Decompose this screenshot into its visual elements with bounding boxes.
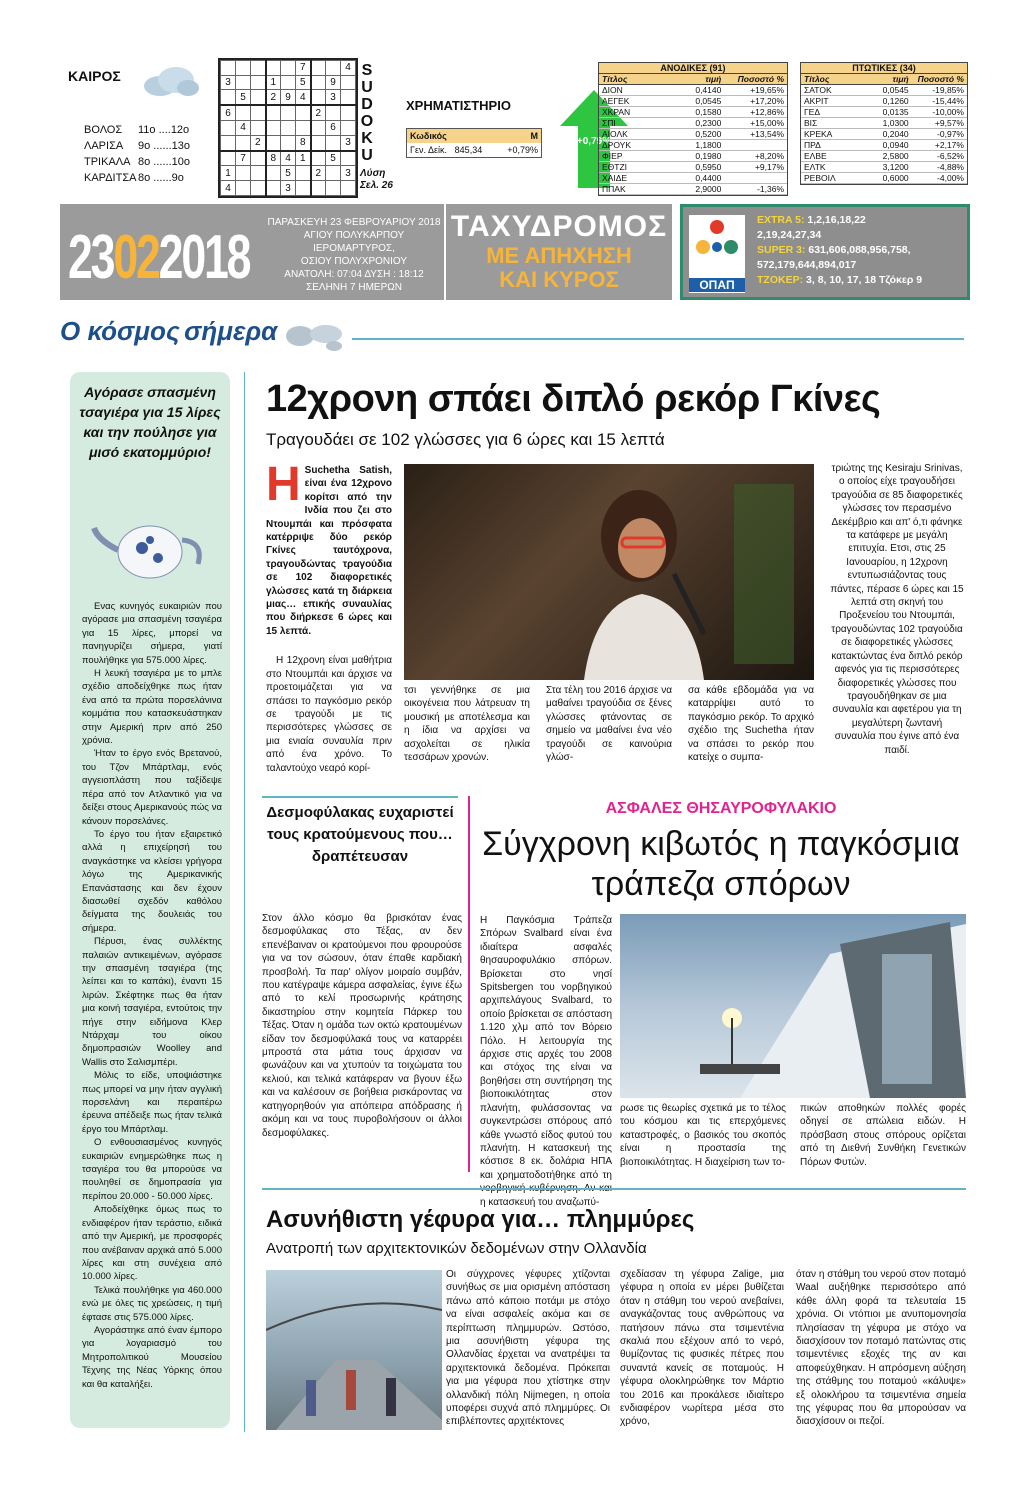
- sudoku-cell: [326, 166, 341, 181]
- bridge-rule: [262, 1188, 966, 1190]
- sudoku-cell: [236, 105, 251, 120]
- sudoku-cell: [311, 75, 326, 90]
- sudoku-cell: 5: [281, 166, 296, 181]
- main-lead: Η Suchetha Satish, είναι ένα 12χρονο κορίτσι από την Ινδία που ζει στο Ντουμπάι και πρόσφατα κατέρριψε δύο ρεκόρ Γκίνες ταυτόχρονα, τραγουδώντας τραγούδια σε 102 διαφορετικές γλώσσες κατά τη διάρκεια μιας… επικής συναυλίας που διήρκεσε 6 ώρες και 15 λεπτά. Η 12χρονη είναι μαθήτρια στο Ντουμπάι και άρχισε να προετοιμάζεται για να σπάσει το παγκόσμιο ρεκόρ σε τραγούδι με τις περισσότερες γλώσσες σε μια ενιαία συναυλία πριν από ένα χρόνο. Το ταλαντούχο νεαρό κορί-: [266, 458, 392, 774]
- world-map-icon: [282, 320, 348, 354]
- sudoku-cell: 3: [221, 75, 236, 90]
- weather-box: [60, 60, 208, 200]
- sudoku-cell: [251, 61, 266, 76]
- sudoku-cell: [221, 61, 236, 76]
- sudoku-cell: [221, 135, 236, 150]
- bridge-col2: σχεδίασαν τη γέφυρα Zalige, μια γέφυρα η οποία εν μέρει βυθίζεται όταν η στάθμη του νερού ανεβαίνει, αναγκάζοντας τους ανθρώπους να πατήσουν πάνω στα τσιμεντένια σκαλιά που εξέχουν από το νερό, θυμίζοντας τις φυσικές πέτρες που συναντά κανείς σε ποταμούς. Η γέφυρα ολοκληρώθηκε τον Μάρτιο του 2016 και προκάλεσε ιδιαίτερο ενδιαφέρον νωρίτερα μέσα στο χρόνο,: [620, 1269, 784, 1428]
- sudoku-cell: 3: [326, 90, 341, 105]
- sudoku-cell: 2: [266, 90, 281, 105]
- sudoku-cell: [236, 181, 251, 196]
- weather-title: ΚΑΙΡΟΣ: [68, 68, 121, 84]
- seeds-col3: πικών αποθηκών πολλές φορές οδηγεί σε απώλεια ειδών. Η πρόσβαση στους σπόρους ορίζεται από τη Διεθνή Συνθήκη Γενετικών Πόρων Φυτών.: [800, 1103, 966, 1168]
- main-col5: τριώτης της Kesiraju Srinivas, ο οποίος είχε τραγουδήσει τραγούδια σε 85 διαφορετικές γλώσσες τον περασμένο Δεκέμβριο και απ' ό,τι φάνηκε τα κατάφερε με μεγάλη επιτυχία. Ετσι, στις 25 Ιανουαρίου, η 12χρονη εντυπωσιάζοντας τους πάντες, πέρασε 6 ώρες και 15 λεπτά στη σκηνή του Προξενείου του Ντουμπάι, τραγουδώντας 102 τραγούδια σε διαφορετικές γλώσσες κατακτώντας ένα διπλό ρεκόρ αφενός για τις περισσότερες διαφορετικές γλώσσες που τραγουδήθηκαν σε μια συναυλία και αφετέρου για τη μεγαλύτερη ζωντανή συναυλία που έγινε από ένα παιδί.: [830, 463, 964, 756]
- sudoku-cell: [311, 90, 326, 105]
- sudoku-cell: 4: [296, 90, 311, 105]
- gainers-table: ΑΝΟΔΙΚΕΣ (91) Τίτλος τιμή Ποσοστό % ΔΙΟΝ 0,4140 +19,65% ΑΕΓΕΚ 0,0545 +17,20% ΧΚΡΑΝ 0,1580 +12,86% ΣΠΙ 0,2300 +15,00% ΑΙΟΛΚ 0,5200 +13,54% ΔΡΟΥΚ 1,1800 ΦΙΕΡ 0,1980 +8,20% ΕΘΤΖΙ 0,5950 +9,17% ΧΑΙΔΕ 0,4400 ΠΠΑΚ 2,9000 -1,36%: [598, 62, 788, 196]
- market-index-table: Κωδικός Μ Γεν. Δείκ. 845,34 +0,79%: [406, 128, 542, 158]
- sudoku-cell: 6: [221, 105, 236, 120]
- stock-row: ΑΚΡΙΤ 0,1260 -15,44%: [801, 96, 967, 107]
- sudoku-cell: [326, 105, 341, 120]
- sudoku-cell: [311, 61, 326, 76]
- sudoku-cell: [326, 135, 341, 150]
- main-headline: 12χρονη σπάει διπλό ρεκόρ Γκίνες: [266, 378, 881, 420]
- sudoku-cell: [236, 135, 251, 150]
- sudoku-cell: [251, 151, 266, 166]
- sudoku-cell: [251, 90, 266, 105]
- stock-row: ΑΙΟΛΚ 0,5200 +13,54%: [599, 129, 787, 140]
- sudoku-cell: [296, 105, 311, 120]
- stock-row: ΣΑΤΟΚ 0,0545 -19,85%: [801, 85, 967, 96]
- stock-row: ΦΙΕΡ 0,1980 +8,20%: [599, 151, 787, 162]
- sidebar-paragraph: Τελικά πουλήθηκε για 460.000 ενώ με όλες τις χρεώσεις, η τιμή έφτασε στις 575.000 λίρες.: [82, 1284, 222, 1323]
- sudoku-cell: [266, 121, 281, 136]
- sudoku-cell: [266, 61, 281, 76]
- weather-row: ΛΑΡΙΣΑ 9ο ......13ο: [84, 140, 190, 152]
- sudoku-cell: [266, 166, 281, 181]
- stock-row: ΠΡΔ 0,0940 +2,17%: [801, 140, 967, 151]
- sudoku-cell: 7: [296, 61, 311, 76]
- sudoku-cell: [341, 121, 356, 136]
- sidebar-paragraph: Αγοράστηκε από έναν έμπορο για λογαριασμό του Μητροπολιτικού Μουσείου Τέχνης της Νέας Υόρκης όπου και θα καταλήξει.: [82, 1324, 222, 1390]
- section-rule: [352, 338, 964, 340]
- sudoku-cell: [221, 90, 236, 105]
- sidebar-paragraph: Το έργο του ήταν εξαιρετικό αλλά η επιχείρησή του αναγκάστηκε να κλείσει γρήγορα λόγω της Αμερικανικής Επανάστασης και δεν έχουν διασωθεί σχεδόν καθόλου δείγματα της δουλειάς του σήμερα.: [82, 828, 222, 934]
- sudoku-cell: [236, 75, 251, 90]
- sudoku-solution-ref: Λύση Σελ. 26: [360, 168, 393, 191]
- sudoku-cell: 4: [281, 151, 296, 166]
- sudoku-cell: [326, 61, 341, 76]
- sudoku-cell: 8: [266, 151, 281, 166]
- masthead: ΤΑΧΥΔΡΟΜΟΣ ΜΕ ΑΠΗΧΗΣΗ ΚΑΙ ΚΥΡΟΣ: [446, 204, 672, 300]
- sudoku-cell: [266, 135, 281, 150]
- sudoku-cell: [236, 166, 251, 181]
- seeds-col1: Η Παγκόσμια Τράπεζα Σπόρων Svalbard είναι ένα ιδιαίτερα ασφαλές θησαυροφυλάκιο σπόρων. Βρίσκεται στο νησί Spitsbergen του νορβηγικού αρχιπελάγους Svalbard, το οποίο βρίσκεται σε απόσταση 1.120 χλμ από τον Βόρειο Πόλο. Η λειτουργία της άρχισε στις αρχές του 2008 και στόχος της είναι να βοηθήσει στη συντήρηση της βιοποικιλότητας στον πλανήτη, φυλάσσοντας να συγκεντρώσει σπόρους από κάθε γνωστό είδος φυτού του πλανήτη. Η κατασκευή της κόστισε 8 εκ. δολάρια ΗΠΑ και χρηματοδοτήθηκε από τη η κατασκευή του αναζωπύ-: [480, 915, 612, 1208]
- sidebar-paragraph: Μόλις το είδε, υποψιάστηκε πως μπορεί να μην ήταν αγγλική πορσελάνη και περαιτέρω έρευνα απέδειξε πως ήταν τελικά έργο του Μπάρτλαμ.: [82, 1070, 222, 1135]
- sudoku-cell: [251, 121, 266, 136]
- sudoku-cell: [251, 75, 266, 90]
- stock-row: ΑΕΓΕΚ 0,0545 +17,20%: [599, 96, 787, 107]
- sudoku-cell: 1: [296, 151, 311, 166]
- sudoku-cell: [341, 75, 356, 90]
- sudoku-cell: [236, 61, 251, 76]
- sudoku-cell: 3: [341, 135, 356, 150]
- sudoku-cell: 5: [326, 151, 341, 166]
- sudoku-cell: [341, 90, 356, 105]
- stock-row: ΣΠΙ 0,2300 +15,00%: [599, 118, 787, 129]
- sudoku-cell: [341, 181, 356, 196]
- sudoku-cell: [341, 151, 356, 166]
- sudoku-cell: [296, 181, 311, 196]
- seeds-headline: Σύγχρονη κιβωτός η παγκόσμια τράπεζα σπόρων: [482, 825, 960, 903]
- stock-row: ΕΛΒΕ 2,5800 -6,52%: [801, 151, 967, 162]
- sudoku-cell: 7: [236, 151, 251, 166]
- sidebar-teapot-story: [70, 372, 230, 1428]
- guard-rule: [262, 796, 458, 798]
- seed-vault-photo: [620, 914, 966, 1098]
- sudoku-cell: 4: [221, 181, 236, 196]
- main-col4: σα κάθε εβδομάδα για να καταρρίψει αυτό το παγκόσμιο ρεκόρ. Το αρχικό σχέδιο της Suchetha ήταν να σπάσει το ρεκόρ που κατείχε ο συμπα-: [688, 685, 814, 764]
- bridge-subhead: Ανατροπή των αρχιτεκτονικών δεδομένων στην Ολλανδία: [266, 1240, 647, 1257]
- sudoku-cell: 3: [341, 166, 356, 181]
- bridge-col3: όταν η στάθμη του νερού στον ποταμό Waal αυξήθηκε περισσότερο από κάθε άλλη φορά τα τελευταία 15 χρόνια. Οι ντόπιοι με ανυπομονησία πλησίασαν τη γέφυρα με στόχο να διασχίσουν τον ποταμό πατώντας στις τσιμεντένιες εξοχές της αν και αποφεύχθηκαν. Η απρόσμενη αύξηση της στάθμης του ποταμού «κάλυψε» εξ ολοκλήρου τα τσιμεντένια σημεία της γέφυρας που θα μπορούσαν να διασχίσουν οι πεζοί.: [796, 1269, 966, 1428]
- sudoku-cell: [266, 181, 281, 196]
- lottery-results: ΟΠΑΠ EXTRA 5: 1,2,16,18,22 2,19,24,27,34 SUPER 3: 631,606,088,956,758, 572,179,644,894,017 ΤΖΟΚΕΡ: 3, 8, 10, 17, 18 Τζόκερ 9: [680, 204, 970, 300]
- guard-body: Στον άλλο κόσμο θα βρισκόταν ένας δεσμοφύλακας στο Τέξας, αν δεν επενέβαιναν οι κρατούμενοι που φρουρούσε για να τον σώσουν, όταν έπαθε καρδιακή προσβολή. Τα παρ' ολίγον μοιραίο συμβάν, που κατέγραψε κάμερα ασφαλείας, έγινε έξω από το κελί προσωρινής κράτησης δικαστηρίου στην κομητεία Πάρκερ του Τέξας. Όταν η ομάδα των οκτώ κρατουμένων είδαν τον δεσμοφύλακά τους να καταρρέει μπροστά στα μάτια τους άρχισαν να φωνάζουν και να χτυπούν τα τοιχώματα του κελιού, και τελικά κατάφεραν να βγουν έξω και να καλέσουν σε βοήθεια ρισκάροντας να κατηγορηθούν για απόπειρα απόδρασης ή ακόμη και να τους πυροβολήσουν οι άλλοι δεσμοφύλακες.: [262, 913, 462, 1139]
- sudoku-cell: [281, 75, 296, 90]
- big-date: 23022018: [68, 223, 250, 292]
- stock-row: ΕΘΤΖΙ 0,5950 +9,17%: [599, 162, 787, 173]
- sudoku-cell: 4: [341, 61, 356, 76]
- stock-row: ΕΛΤΚ 3,1200 -4,88%: [801, 162, 967, 173]
- sudoku-cell: [281, 135, 296, 150]
- weather-row: ΚΑΡΔΙΤΣΑ 8ο ......9ο: [84, 172, 184, 184]
- sudoku-cell: [326, 181, 341, 196]
- sudoku-cell: [296, 121, 311, 136]
- stock-row: ΠΠΑΚ 2,9000 -1,36%: [599, 184, 787, 195]
- sudoku-cell: [266, 105, 281, 120]
- sudoku-cell: [281, 61, 296, 76]
- date-banner: [60, 204, 444, 300]
- main-col3: Στα τέλη του 2016 άρχισε να μαθαίνει τραγούδια σε ξένες γλώσσες φτάνοντας σε σημείο να μαθαίνει ένα νέο τραγούδι σε καινούρια γλώσ-: [546, 685, 672, 764]
- sidebar-paragraph: Πέρυσι, ένας συλλέκτης παλαιών αντικειμένων, αγόρασε την σπασμένη τσαγιέρα (της λείπει και το καπάκι), έναντι 15 λιρών. Σκέφτηκε πως θα ήταν μια κοινή τσαγιέρα, εντούτοις την πήγε στην ειδήμονα Κλερ Ντάρχαμ του οίκου δημοπρασιών Woolley and Wallis στο Σαλισμπέρι.: [82, 936, 222, 1068]
- main-col2: τσι γεννήθηκε σε μια οικογένεια που λάτρευαν τη μουσική με αποτέλεσμα και η ίδια να αρχίσει να ασχολείται σε ηλικία τεσσάρων χρονών.: [404, 685, 530, 764]
- sudoku-cell: [221, 121, 236, 136]
- sudoku-cell: 9: [326, 75, 341, 90]
- main-subhead: Τραγουδάει σε 102 γλώσσες για 6 ώρες και 15 λεπτά: [266, 430, 665, 449]
- market-up-arrow-icon: +0,79%: [560, 90, 628, 188]
- sudoku-cell: [311, 121, 326, 136]
- sudoku-cell: 6: [326, 121, 341, 136]
- market-title: ΧΡΗΜΑΤΙΣΤΗΡΙΟ: [406, 98, 511, 113]
- sudoku-word: S U D O K U: [360, 62, 374, 164]
- sudoku-cell: [296, 166, 311, 181]
- seeds-kicker: ΑΣΦΑΛΕΣ ΘΗΣΑΥΡΟΦΥΛΑΚΙΟ: [605, 800, 837, 817]
- stock-row: ΡΕΒΟΙΛ 0,6000 -4,00%: [801, 173, 967, 184]
- stock-row: ΓΕΔ 0,0135 -10,00%: [801, 107, 967, 118]
- singer-photo: [404, 464, 814, 680]
- sudoku-cell: 3: [281, 181, 296, 196]
- section-header: Ο κόσμος σήμερα: [60, 316, 360, 360]
- sudoku-cell: [281, 105, 296, 120]
- sidebar-headline: Αγόρασε σπασμένη τσαγιέρα για 15 λίρες και την πούλησε για μισό εκατομμύριο!: [79, 384, 221, 460]
- sudoku-cell: [251, 105, 266, 120]
- sudoku-cell: [221, 151, 236, 166]
- dropcap: Η: [266, 458, 301, 511]
- sidebar-paragraph: Αποδείχθηκε όμως πως το ενδιαφέρον ήταν τεράστιο, ειδικά από την Αμερική, με προσφορές που ανέβαιναν αρχικά από 5.000 λίρες και στη συνέχεια από 10.000 λίρες.: [82, 1204, 222, 1283]
- sudoku-cell: 2: [311, 105, 326, 120]
- sudoku-cell: [251, 181, 266, 196]
- sudoku-cell: [311, 181, 326, 196]
- opap-logo: ΟΠΑΠ: [689, 215, 745, 293]
- sidebar-paragraph: Ο ενθουσιασμένος κυνηγός ευκαιριών ενημερώθηκε πως η τσαγιέρα του θα μπορούσε να πουληθεί σε δημοπρασία για περίπου 20.000 - 50.000 λίρες.: [82, 1137, 222, 1202]
- sudoku-cell: 9: [281, 90, 296, 105]
- guard-headline: Δεσμοφύλακας ευχαριστεί τους κρατούμενους που… δραπέτευσαν: [266, 804, 454, 865]
- losers-table: ΠΤΩΤΙΚΕΣ (34) Τίτλος τιμή Ποσοστό % ΣΑΤΟΚ 0,0545 -19,85% ΑΚΡΙΤ 0,1260 -15,44% ΓΕΔ 0,0135 -10,00% ΒΙΣ 1,0300 +9,57% ΚΡΕΚΑ 0,2040 -0,97% ΠΡΔ 0,0940 +2,17% ΕΛΒΕ 2,5800 -6,52% ΕΛΤΚ 3,1200 -4,88% ΡΕΒΟΙΛ 0,6000 -4,00%: [800, 62, 968, 185]
- stock-row: ΧΚΡΑΝ 0,1580 +12,86%: [599, 107, 787, 118]
- column-divider: [244, 372, 245, 1432]
- seeds-col2: ρωσε τις θεωρίες σχετικά με το τέλος του κόσμου και τις επερχόμενες καταστροφές, ο βασικός του σκοπός είναι η προστασία της βιοποικιλότητας. Η διαχείριση των το-: [620, 1103, 786, 1168]
- sudoku-cell: 5: [296, 75, 311, 90]
- sudoku-grid: [218, 58, 358, 198]
- sudoku-cell: 8: [296, 135, 311, 150]
- sudoku-cell: [281, 121, 296, 136]
- sidebar-paragraph: Η λευκή τσαγιέρα με το μπλε σχέδιο αποδείχθηκε πως ήταν ένα από τα πρώτα πορσελάνινα κομμάτια που κατασκευάστηκαν στην Αμερική πριν από 250 χρόνια.: [82, 668, 222, 747]
- stock-row: ΚΡΕΚΑ 0,2040 -0,97%: [801, 129, 967, 140]
- sudoku-cell: 5: [236, 90, 251, 105]
- stock-row: ΧΑΙΔΕ 0,4400: [599, 173, 787, 184]
- sudoku-cell: [341, 105, 356, 120]
- sidebar-paragraph: Ενας κυνηγός ευκαιριών που αγόρασε μια σπασμένη τσαγιέρα για 15 λίρες, μπορεί να πανηγυρίζει σήμερα, γιατί πουλήθηκε για 575.000 λίρες.: [82, 601, 222, 666]
- weather-row: ΤΡΙΚΑΛΑ 8ο ......10ο: [84, 156, 190, 168]
- sudoku-cell: 1: [221, 166, 236, 181]
- sudoku-cell: 2: [311, 166, 326, 181]
- bridge-photo: [266, 1270, 442, 1430]
- sidebar-body: [82, 600, 222, 1391]
- sidebar-paragraph: Ήταν το έργο ενός Βρετανού, του Τζον Μπάρτλαμ, ενός αγγειοπλάστη που ταξίδεψε πέρα από τον Ατλαντικό για να δείξει στους Αμερικανούς πώς να κάνουν πορσελάνες.: [82, 748, 222, 827]
- bridge-headline: Ασυνήθιστη γέφυρα για… πλημμύρες: [266, 1206, 695, 1233]
- stock-row: ΒΙΣ 1,0300 +9,57%: [801, 118, 967, 129]
- sudoku-cell: 4: [236, 121, 251, 136]
- stock-row: ΔΡΟΥΚ 1,1800: [599, 140, 787, 151]
- weather-row: ΒΟΛΟΣ 11ο ....12ο: [84, 124, 190, 136]
- stock-row: ΔΙΟΝ 0,4140 +19,65%: [599, 85, 787, 96]
- seed-divider: [468, 796, 470, 1172]
- sudoku-cell: [311, 151, 326, 166]
- sudoku-cell: [311, 135, 326, 150]
- date-info: ΠΑΡΑΣΚΕΥΗ 23 ΦΕΒΡΟΥΑΡΙΟΥ 2018 ΑΓΙΟΥ ΠΟΛΥΚΑΡΠΟΥ ΙΕΡΟΜΑΡΤΥΡΟΣ, ΟΣΙΟΥ ΠΟΛΥΧΡΟΝΙΟΥ ΑΝΑΤΟΛΗ: 07:04 ΔΥΣΗ : 18:12 ΣΕΛΗΝΗ 7 ΗΜΕΡΩΝ: [267, 217, 441, 293]
- bridge-col1: Οι σύγχρονες γέφυρες χτίζονται συνήθως σε μια ορισμένη απόσταση πάνω από κάποιο ποτάμι με στόχο να είναι ασφαλείς ακόμα και σε περίπτωση πλημμυρών. Ωστόσο, μια ασυνήθιστη γέφυρα της Ολλανδίας έρχεται να ανατρέψει τα αρχιτεκτονικά δεδομένα. Πρόκειται για μια γέφυρα που χτίστηκε στην ολλανδική πόλη Nijmegen, η οποία υποφέρει συχνά από πλημμύρες. Οι επιβλέποντες αρχιτέκτονες: [446, 1269, 610, 1428]
- sudoku-cell: 2: [251, 135, 266, 150]
- cloud-icon: [140, 64, 200, 100]
- sudoku-cell: [251, 166, 266, 181]
- sudoku-cell: 1: [266, 75, 281, 90]
- teapot-image: [88, 510, 212, 582]
